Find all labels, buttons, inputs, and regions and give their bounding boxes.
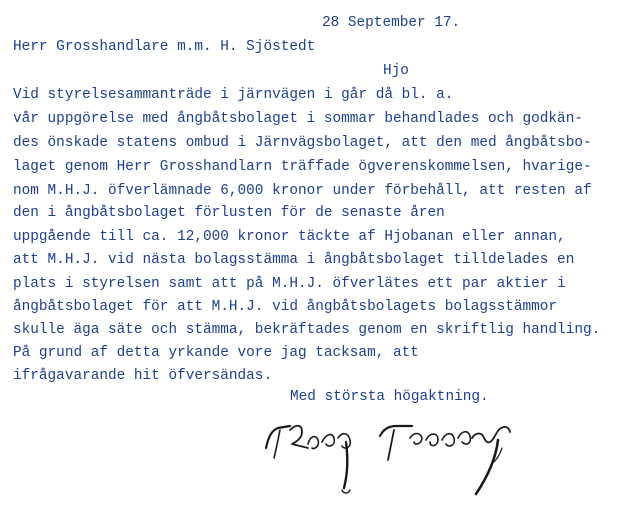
body-line: den i ångbåtsbolaget förlusten för de senaste åren <box>13 205 445 221</box>
letter-date: 28 September 17. <box>322 15 461 31</box>
body-line: skulle äga säte och stämma, bekräftades genom en skriftlig handling. <box>13 322 601 338</box>
handwritten-signature-icon <box>262 408 532 500</box>
letter-recipient: Herr Grosshandlare m.m. H. Sjöstedt <box>13 39 316 55</box>
body-line: ångbåtsbolaget för att M.H.J. vid ångbåtsbolagets bolagsstämmor <box>13 299 558 315</box>
body-line: att M.H.J. vid nästa bolagsstämma i ångbåtsbolaget tilldelades en <box>13 252 575 268</box>
body-line: vår uppgörelse med ångbåtsbolaget i sommar behandlades och godkän- <box>13 111 583 127</box>
body-line: plats i styrelsen samt att på M.H.J. öfverlätes ett par aktier i <box>13 276 566 292</box>
letter-place: Hjo <box>383 63 409 79</box>
body-line: ifrågavarande hit öfversändas. <box>13 368 273 384</box>
body-line: laget genom Herr Grosshandlarn träffade ögverenskommelsen, hvarige- <box>13 159 592 175</box>
body-line: nom M.H.J. öfverlämnade 6,000 kronor under förbehåll, att resten af <box>13 183 592 199</box>
body-line: Vid styrelsesammanträde i järnvägen i går då bl. a. <box>13 87 454 103</box>
body-line: des önskade statens ombud i Järnvägsbolaget, att den med ångbåtsbo- <box>13 135 592 151</box>
letter-closing: Med största högaktning. <box>290 389 489 405</box>
body-line: uppgående till ca. 12,000 kronor täckte af Hjobanan eller annan, <box>13 229 566 245</box>
body-line: På grund af detta yrkande vore jag tacksam, att <box>13 345 419 361</box>
